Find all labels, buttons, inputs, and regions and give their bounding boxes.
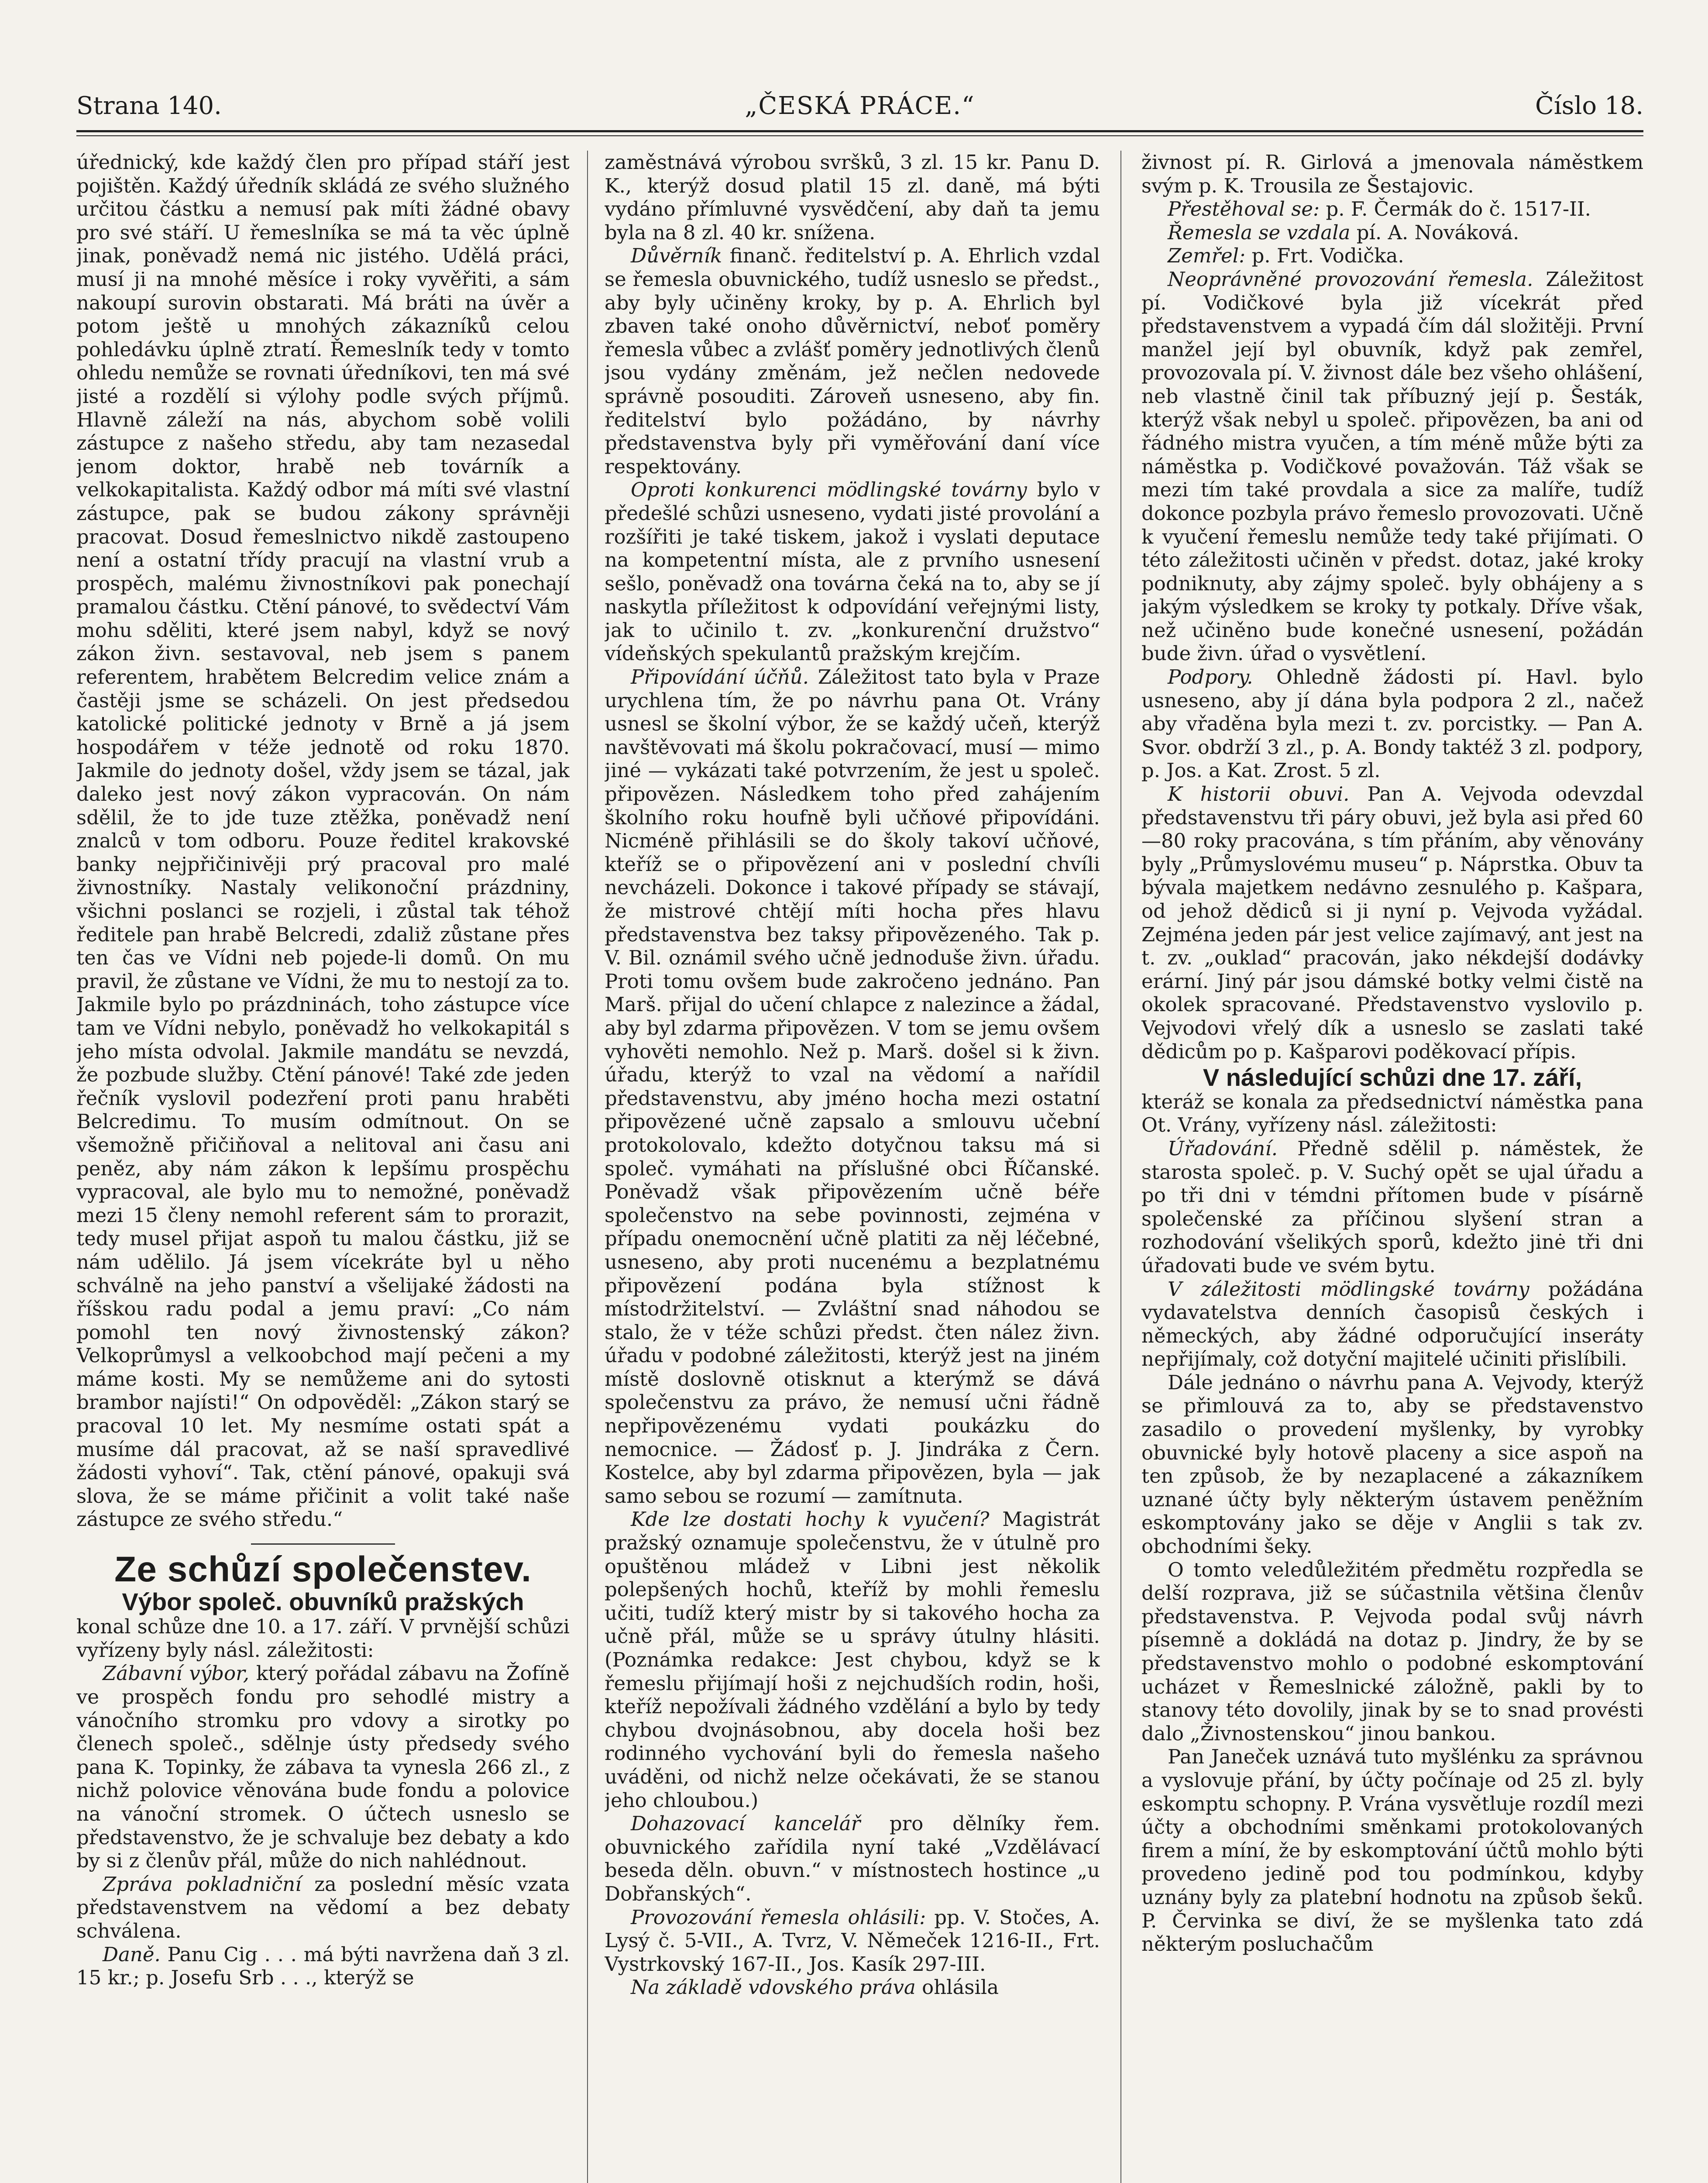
paragraph: živnost pí. R. Girlová a jmenovala náměstkem svým p. K. Trousila ze Šestajovic.	[1141, 151, 1643, 197]
paragraph	[605, 244, 1100, 478]
paragraph-lead: Řemesla se vzdala	[1168, 220, 1351, 244]
paragraph	[605, 1508, 1100, 1812]
section-title: Ze schůzí společenstev.	[114, 1549, 532, 1590]
paragraph: kteráž se konala za předsednictví náměstka pana Ot. Vrány, vyřízeny násl. záležitosti:	[1141, 1090, 1643, 1137]
meeting-heading: V následující schůzi dne 17. září,	[1203, 1064, 1582, 1092]
paragraph-text: ohlásila	[915, 1976, 999, 1999]
paragraph: Pan Janeček uznává tuto myšlénku za správnou a vyslovuje přání, by účty počínaje od 25 zl. byly eskomptu schopny. P. Vrána vysvětluje rozdíl mezi účty a obchodními směnkami protokolovaných firem a míní, že by eskomptování účtů mohlo býti provedeno jedině pod tou podmínkou, kdyby uznány byly za platební hodnotu na způsob šeků. P. Červinka se diví, že se myšlenka tato zdá některým posluchačům	[1141, 1745, 1643, 1956]
paragraph-lead: Úřadování.	[1168, 1136, 1278, 1160]
paragraph-lead: Kde lze dostati hochy k vyučení?	[631, 1508, 990, 1531]
column-3	[1141, 151, 1643, 2183]
paragraph	[1141, 782, 1643, 1063]
paragraph: zaměstnává výrobou svršků, 3 zl. 15 kr. Panu D. K., kterýž dosud platil 15 zl. daně, má býti vydáno přímluvné vysvědčení, aby daň ta jemu byla na 8 zl. 40 kr. snížena.	[605, 151, 1100, 244]
paragraph-lead: Zpráva pokladniční	[103, 1872, 302, 1896]
header-rule	[76, 130, 1643, 132]
column-divider	[587, 151, 588, 2183]
column-divider	[1120, 151, 1121, 2183]
paragraph-text: finanč. ředitelství p. A. Ehrlich vzdal se řemesla obuvnického, tudíž usneslo se předst., aby byly učiněny kroky, by p. A. Ehrlich byl zbaven také onoho důvěrnictví, neboť poměry řemesla vůbec a zvlášť poměry jednotlivých členů jsou vydány změnám, jež nečlen nedovede správně posouditi. Zároveň usneseno, aby fin. ředitelství bylo požádáno, by návrhy představenstva byly při vyměřování daní více respektovány.	[605, 244, 1100, 478]
paragraph-text: pp. V. Stočes, A. Lysý č. 5-VII., A. Tvrz, V. Němeček 1216-II., Frt. Vystrkovský 167-II., Jos. Kasík 297-III.	[605, 1905, 1100, 1976]
paragraph-lead: K historii obuvi.	[1168, 782, 1350, 806]
paragraph-lead: Přestěhoval se:	[1168, 197, 1320, 221]
paragraph-lead: Zemřel:	[1168, 244, 1246, 268]
paragraph-text: bylo v předešlé schůzi usneseno, vydati jisté provolání a rozšířiti je také tiskem, jakož i vyslati deputace na kompetentní místa, ale z prvního usnesení sešlo, poněvadž ona továrna čeká na to, aby se jí naskytla příležitost k odpovídání veřejnými listy, jak to učinilo t. zv. „konkurenční družstvo“ vídeňských spekulantů pražským krejčím.	[605, 478, 1100, 665]
header-rule-thin	[76, 135, 1643, 136]
paragraph: úřednický, kde každý člen pro případ stáří jest pojištěn. Každý úředník skládá ze svého služného určitou částku a nemusí pak míti žádné obavy pro své stáří. U řemeslníka se má ta věc úplně jinak, poněvadž nemá nic jistého. Udělá práci, musí ji na mnohé měsíce i roky vyvěřiti, a sám nakoupí surovin obstarati. Má bráti na úvěr a potom ještě u mnohých zákazníků celou pohledávku úplně ztratí. Řemeslník tedy v tomto ohledu nemůže se rovnati úředníkovi, ten má své jisté a rozdělí si výlohy podle svých příjmů. Hlavně záleží na nás, abychom sobě volili zástupce z našeho středu, aby tam nezasedal jenom doktor, hrabě neb továrník a velkokapitalista. Každý odbor má míti své vlastní zástupce, pak se budou zákony správněji pracovat. Dosud řemeslnictvo nikdě zastoupeno není a ostatní třídy pracují na vlastní vrub a prospěch, malému živnostníkovi pak ponechají pramalou částku. Ctění pánové, to svědectví Vám mohu sděliti, které jsem nabyl, když se nový zákon živn. sestavoval, neb jsem s panem referentem, hrabětem Belcredim velice znám a častěji jsme se scházeli. On jest předsedou katolické politické jednoty v Brně a já jsem hospodářem v téže jednotě od roku 1870. Jakmile do jednoty došel, vždy jsem se tázal, jak daleko jest nový zákon vypracován. On nám sdělil, že to jde tuze ztěžka, poněvadž není znalců v tom odboru. Pouze ředitel krakovské banky nejpřičinivěji prý pracoval pro malé živnostníky. Nastaly velikonoční prázdniny, všichni poslanci se rozjeli, i zůstal tak téhož ředitele pan hrabě Belcredi, zdaliž zůstane přes ten čas ve Vídni neb pojede-li domů. On mu pravil, že zůstane ve Vídni, že mu to nestojí za to. Jakmile bylo po prázdninách, toho zástupce více tam ve Vídni nebylo, poněvadž ho velkokapitál s jeho místa odvolal. Jakmile mandátu se nevzdá, že pozbude služby. Ctění pánové! Také zde jeden řečník vyslovil podezření proti panu hraběti Belcredimu. To musím odmítnout. On se všemožně přičiňoval a nelitoval ani času ani peněz, aby nám zákon k lepšímu prospěchu vypracoval, ale bylo mu to nemožné, poněvadž mezi 15 členy nemohl referent sám to prorazit, tedy musel přijat aspoň tu malou částku, již se nám udělilo. Já jsem vícekráte byl u něho schválně na jeho panství a všelijaké žádosti na říšskou radu podal a jemu praví: „Co nám pomohl ten nový živnostenský zákon? Velkoprůmysl a velkoobchod mají pečeni a my máme kosti. My se nemůžeme ani do sytosti brambor najísti!“ On odpověděl: „Zákon starý se pracoval 10 let. My nesmíme ostati spát a musíme dál pracovat, až se naší spravedlivé žádosti vyhoví“. Tak, ctění pánové, opakuji svá slova, že se máme přičinit a volit také naše zástupce ze svého středu.“	[76, 151, 570, 1531]
section-divider	[251, 1543, 395, 1545]
subsection-title: Výbor společ. obuvníků pražských	[122, 1587, 524, 1615]
paragraph	[605, 478, 1100, 665]
paragraph-text: Pan A. Vejvoda odevzdal představenstvu tři páry obuvi, jež byla asi před 60—80 roky pracována, s tím přáním, aby věnovány byly „Průmyslovému museu“ p. Náprstka. Obuv ta bývala majetkem nedávno zesnulého p. Kašpara, od jehož dědiců si ji nyní p. Vejvoda vyžádal. Zejména jeden pár jest velice zajímavý, ant jest na t. zv. „ouklad“ pracován, jako nékdejší dodávky erární. Jiný pár jsou dámské botky velmi čistě na okolek spracované. Představenstvo vyslovilo p. Vejvodovi vřelý dík a usneslo se zaslati také dědicům po p. Kašparovi poděkovací přípis.	[1141, 782, 1643, 1063]
paragraph	[1141, 244, 1643, 268]
paragraph	[1141, 1137, 1643, 1277]
paragraph	[76, 1662, 570, 1872]
column-1	[76, 151, 570, 2183]
paragraph-text: pí. A. Nováková.	[1350, 220, 1519, 244]
paragraph	[605, 1906, 1100, 1976]
paragraph	[76, 1615, 570, 1662]
paragraph	[1141, 197, 1643, 221]
paragraph	[76, 1943, 570, 1990]
paragraph	[1141, 221, 1643, 244]
paragraph: O tomto veledůležitém předmětu rozpředla se delší rozprava, již se súčastnila většina členův představenstva. P. Vejvoda podal svůj návrh písemně a dokládá na dotaz p. Jindry, že by se představenstvo mohlo o podobné eskomptování ucházet v Řemeslnické záložně, pakli by to stanovy této dovolily, jinak by se to snad provésti dalo „Živnostenskou“ jinou bankou.	[1141, 1558, 1643, 1745]
paragraph-text: Magistrát pražský oznamuje společenstvu, že v útulně pro opuštěnou mládež v Libni jest několik polepšených hochů, kteříž by mohli řemeslu učiti, tudíž který mistr by si takového hocha za učně přál, může se u správy útulny hlásiti. (Poznámka redakce: Jest chybou, když se k řemeslu přijímají hoši z nejchudších rodin, hoši, kteříž nepožívali žádného vzdělání a bylo by tedy chybou dvojnásobnou, aby docela hoši bez rodinného vychování byli do řemesla našeho uváděni, od nichž nelze očekávati, že se stanou jeho chloubou.)	[605, 1508, 1100, 1812]
paragraph-lead: Dohazovací kancelář	[631, 1812, 861, 1835]
paragraph-lead: Připovídání účňů.	[631, 665, 809, 689]
paragraph	[1141, 665, 1643, 782]
paragraph-text: požádána vydavatelstva denních časopisů českých i německých, aby žádné odporučující inseráty nepřijímaly, což dotyční majitelé učiniti přislíbili.	[1141, 1277, 1643, 1371]
paragraph-lead: Podpory.	[1168, 665, 1253, 689]
paragraph-lead: Na základě vdovského práva	[631, 1976, 916, 1999]
paragraph-text: Ohledně žádosti pí. Havl. bylo usneseno, aby jí dána byla podpora 2 zl., načež aby vřaděna byla mezi t. zv. porcistky. — Pan A. Svor. obdrží 3 zl., p. A. Bondy taktéž 3 zl. podpory, p. Jos. a Kat. Zrost. 5 zl.	[1141, 665, 1643, 782]
column-2	[605, 151, 1100, 2183]
paragraph	[605, 665, 1100, 1508]
paragraph-text: konal schůze dne 10. a 17. září. V prvnější schůzi vyřízeny byly násl. záležitosti:	[76, 1615, 570, 1662]
paragraph-lead: Neoprávněné provozování řemesla.	[1168, 267, 1533, 291]
page-number: Strana 140.	[76, 92, 222, 120]
paragraph-lead: Zábavní výbor,	[103, 1662, 250, 1685]
paragraph-text: který pořádal zábavu na Žofíně ve prospěch fondu pro sehodlé mistry a vánočního stromku pro vdovy a sirotky po členech společ., sdělnje ústy předsedy svého pana K. Topinky, že zábava ta vynesla 266 zl., z nichž polovice věnována bude fondu a polovice na vánoční stromek. O účtech usneslo se představenstvo, že je schvaluje bez debaty a kdo by si z členův přál, může do nich nahlédnout.	[76, 1662, 570, 1873]
issue-number: Číslo 18.	[1535, 92, 1643, 120]
paragraph	[605, 1812, 1100, 1905]
periodical-title: „ČESKÁ PRÁCE.“	[745, 92, 975, 120]
paragraph	[76, 1873, 570, 1943]
paragraph-lead: V záležitosti mödlingské továrny	[1168, 1277, 1529, 1301]
paragraph-text: Předně sdělil p. náměstek, že starosta společ. p. V. Suchý opět se ujal úřadu a po tři dni v témdni přítomen bude v písárně společenské za příčinou slyšení stran a rozhodování všelikých sporů, kdežto jinė tři dni úřadovati bude ve svém bytu.	[1141, 1136, 1643, 1277]
paragraph-lead: Důvěrník	[631, 244, 722, 268]
paragraph-text: Záležitost tato byla v Praze urychlena tím, že po návrhu pana Ot. Vrány usnesl se školní výbor, že se každý učeň, kterýž navštěvovati má školu pokračovací, musí — mimo jiné — vykázati také potvrzením, že jest u společ. připovězen. Následkem toho před zahájením školního roku houfně byli učňové připovídáni. Nicméně přihlásili se do školy takoví učňové, kteříž se o připovězení ani v poslední chvíli nevcházeli. Dokonce i takové případy se stávají, že mistrové chtějí míti hocha přes hlavu představenstva bez taksy připovězeného. Tak p. V. Bil. oznámil svého učně jednoduše živn. úřadu. Proti tomu ovšem bude zakročeno jednáno. Pan Marš. přijal do učení chlapce z nalezince a žádal, aby byl zdarma připovězen. V tom se jemu ovšem vyhověti nemohlo. Než p. Marš. došel si k živn. úřadu, kterýž to vzal na vědomí a nařídil představenstvu, aby jméno hocha mezi ostatní připovězené učně zapsalo a smlouvu učební protokolovalo, kdežto dotyčnou taksu má si společ. vymáhati na příslušné obci Říčanské. Poněvadž však připovězením učně béře společenstvo na sebe povinnosti, zejména v případu onemocnění učně platiti za něj léčebné, usneseno, aby proti nucenému a bezplatnému připovězení podána byla stížnost k místodržitelství. — Zvláštní snad náhodou se stalo, že v téže schůzi předst. čten nález živn. úřadu v podobné záležitosti, kterýž jest na jiném místě doslovně otisknut a kterýmž se dává společenstvu za právo, že nemusí učni řádně nepřipovězenému vydati poukázku do nemocnice. — Žádosť p. J. Jindráka z Čern. Kostelce, aby byl zdarma připovězen, byla — jak samo sebou se rozumí — zamítnuta.	[605, 665, 1100, 1508]
paragraph-lead: Daně.	[103, 1942, 161, 1966]
paragraph-text: Záležitost pí. Vodičkové byla již vícekrát před představenstvem a vypadá čím dál složitěji. První manžel její byl obuvník, když pak zemřel, provozovala pí. V. živnost dále bez všeho ohlášení, neb vlastně činil tak příbuzný její p. Šesták, kterýž však nebyl u společ. připovězen, ba ani od řádného mistra vyučen, a tím méně může býti za náměstka p. Vodičkové považován. Táž však se mezi tím také provdala a sice za malíře, tudíž dokonce pozbyla právo řemeslo provozovati. Učně k vyučení řemeslu nemůže tedy také přijímati. O této záležitosti učiněn v předst. dotaz, jaké kroky podniknuty, aby zájmy společ. byly obhájeny a s jakým výsledkem se kroky ty potkaly. Dříve však, než učiněno bude konečné usnesení, požádán bude živn. úřad o vysvětlení.	[1141, 267, 1643, 665]
paragraph: Dále jednáno o návrhu pana A. Vejvody, kterýž se přimlouvá za to, aby se představenstvo zasadilo o provedení myšlenky, by vyrobky obuvnické byly hotově placeny a sice aspoň na ten způsob, že by nezaplacené a zákazníkem uznané účty byly některým ústavem peněžním eskomptovány jako se děje v Anglii s tak zv. obchodními šeky.	[1141, 1370, 1643, 1558]
page-header	[76, 92, 1643, 127]
paragraph-text: Panu Cig . . . má býti navržena daň 3 zl. 15 kr.; p. Josefu Srb . . ., kterýž se	[76, 1942, 570, 1990]
paragraph-lead: Oproti konkurenci mödlingské továrny	[631, 478, 1027, 502]
paragraph-text: p. F. Čermák do č. 1517-II.	[1320, 197, 1591, 221]
paragraph-lead: Provozování řemesla ohlásili:	[631, 1905, 926, 1929]
paragraph	[1141, 268, 1643, 665]
paragraph-text: pro dělníky řem. obuvnického zařídila nyní také „Vzdělávací beseda děln. obuvn.“ v místnostech hostince „u Dobřanských“.	[605, 1812, 1100, 1905]
paragraph	[1141, 1277, 1643, 1371]
paragraph-text: p. Frt. Vodička.	[1245, 244, 1404, 268]
paragraph	[605, 1976, 1100, 1999]
paragraph-text: za poslední měsíc vzata představenstvem na vědomí a bez debaty schválena.	[76, 1872, 570, 1942]
